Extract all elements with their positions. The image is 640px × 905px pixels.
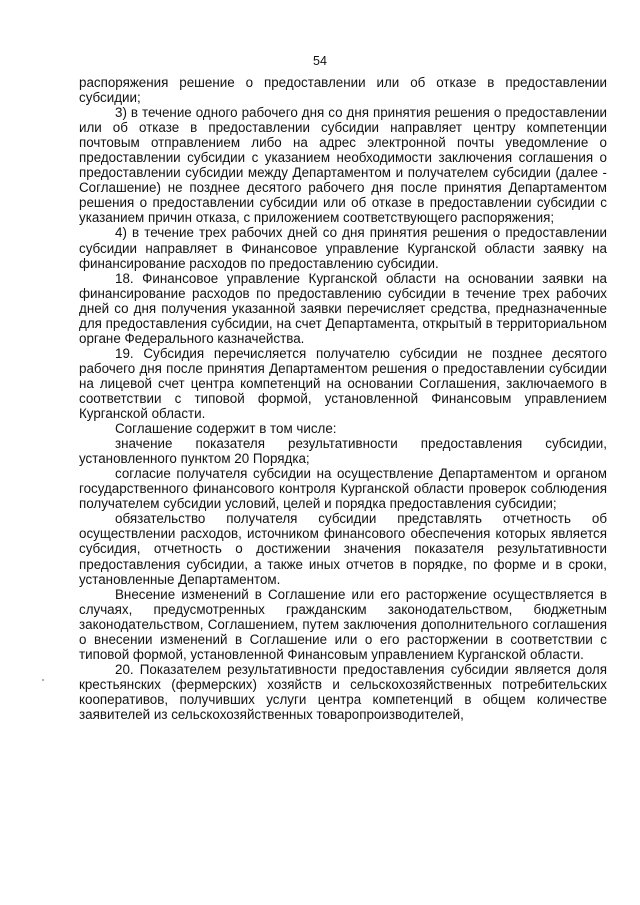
paragraph: обязательство получателя субсидии представлять отчетность об осуществлении расходов, источником финансового обеспечения которых является субсидия, отчетность о достижении значения показателя результативности предоставления субсидии, а также иных отчетов в порядке, по форме и в сроки, установленные Департаментом. (79, 511, 607, 587)
paragraph: значение показателя результативности предоставления субсидии, установленного пунктом 20 Порядка; (79, 436, 607, 467)
paragraph: Соглашение содержит в том числе: (115, 421, 337, 437)
page-number: 54 (313, 54, 327, 68)
paragraph: 18. Финансовое управление Курганской области на основании заявки на финансирование расходов по предоставлению субсидии в течение трех рабочих дней со дня получения указанной заявки перечисляет средства, предназначенные для предоставления субсидии, на счет Департамента, открытый в территориальном органе Федерального казначейства. (79, 270, 607, 346)
paragraph: 3) в течение одного рабочего дня со дня принятия решения о предоставлении или об отказе в предоставлении субсидии направляет центру компетенции почтовым отправлением либо на адрес электронной почты уведомление о предоставлении субсидии с указанием необходимости заключения соглашения о предоставлении субсидии между Департаментом и получателем субсидии (далее - Соглашение) не позднее десятого рабочего дня после принятия Департаментом решения о предоставлении субсидии или об отказе в предоставлении субсидии с указанием причин отказа, с приложением соответствующего распоряжения; (79, 105, 607, 226)
paragraph: распоряжения решение о предоставлении или об отказе в предоставлении субсидии; (79, 75, 607, 106)
paragraph: Внесение изменений в Соглашение или его расторжение осуществляется в случаях, предусмотренных гражданским законодательством, бюджетным законодательством, Соглашением, путем заключения дополнительного соглашения о внесении изменений в Соглашение или о его расторжении в соответствии с типовой формой, установленной Финансовым управлением Курганской области. (79, 586, 607, 662)
paragraph: 20. Показателем результативности предоставления субсидии является доля крестьянских (фермерских) хозяйств и сельскохозяйственных потребительских кооперативов, получивших услуги центра компетенций в общем количестве заявителей из сельскохозяйственных товаропроизводителей, (79, 661, 607, 722)
paragraph: согласие получателя субсидии на осуществление Департаментом и органом государственного финансового контроля Курганской области проверок соблюдения получателем субсидии условий, целей и порядка предоставления субсидии; (79, 466, 607, 512)
paragraph: 19. Субсидия перечисляется получателю субсидии не позднее десятого рабочего дня после принятия Департаментом решения о предоставлении субсидии на лицевой счет центра компетенций на основании Соглашения, заключаемого в соответствии с типовой формой, установленной Финансовым управлением Курганской области. (79, 345, 607, 422)
paragraph: 4) в течение трех рабочих дней со дня принятия решения о предоставлении субсидии направляет в Финансовое управление Курганской области заявку на финансирование расходов по предоставлению субсидии. (79, 225, 607, 271)
scan-speck (42, 679, 44, 681)
document-body (79, 75, 607, 722)
